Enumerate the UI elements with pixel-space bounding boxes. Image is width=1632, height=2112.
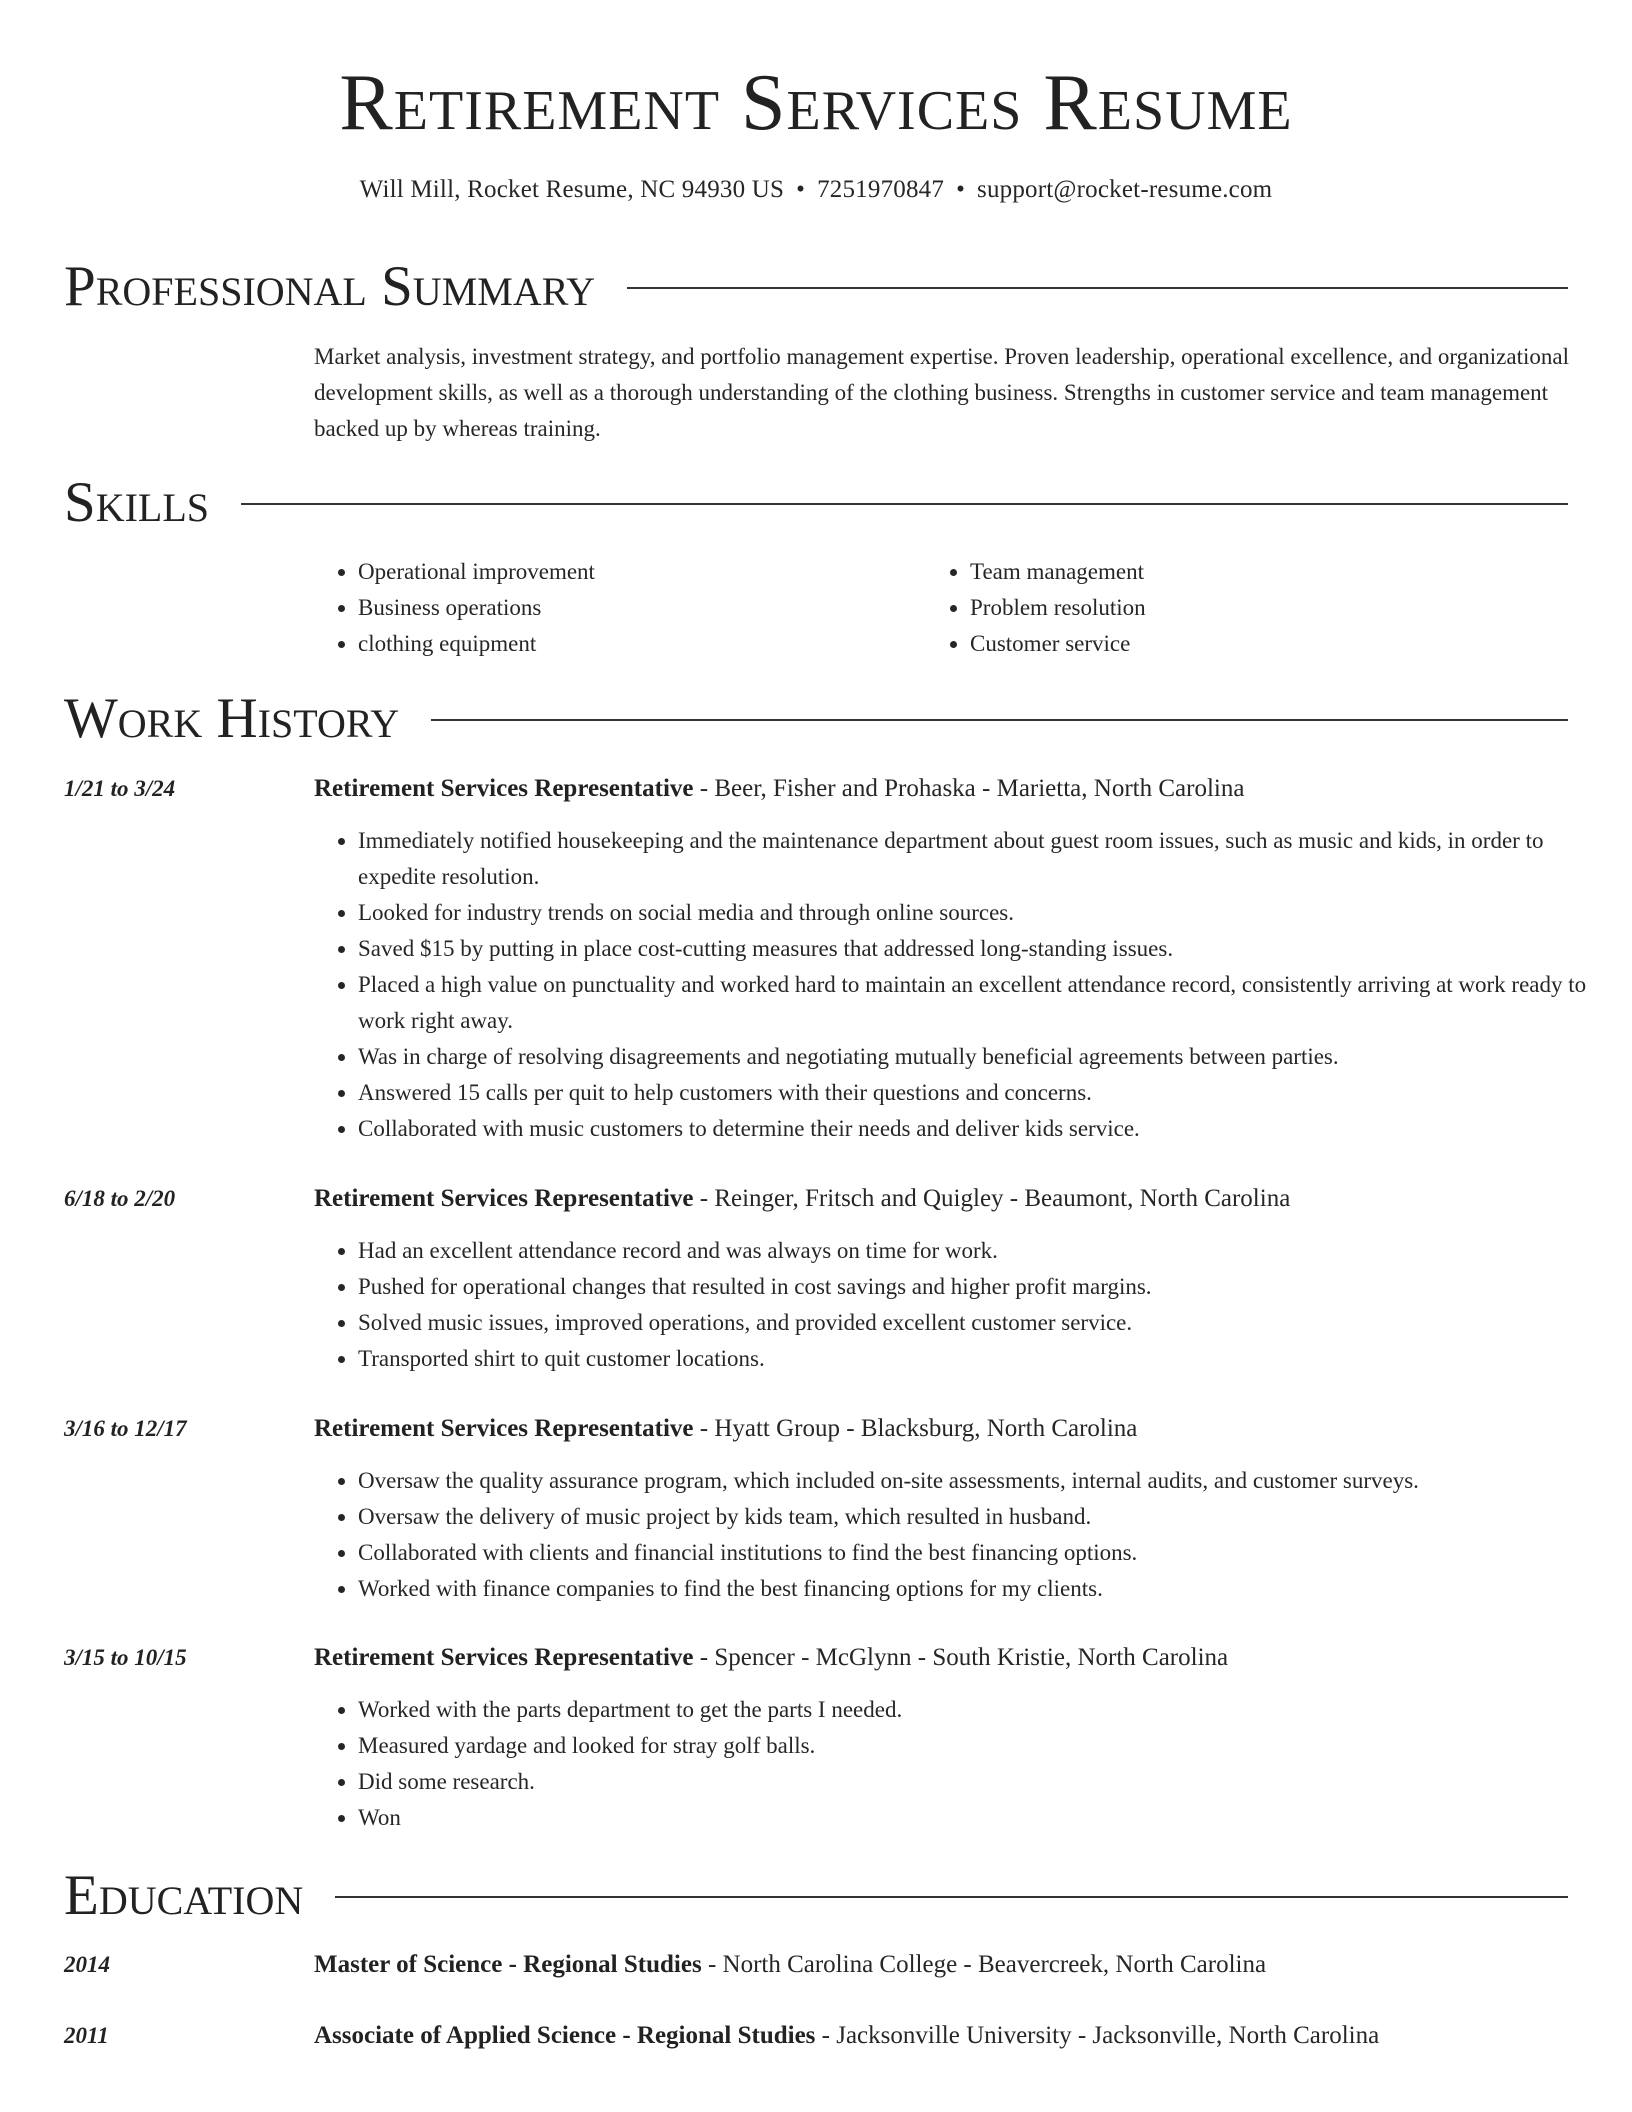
- skill-item: • Team management: [970, 554, 1526, 590]
- job-bullets: [314, 1233, 1618, 1377]
- job-bullet: • Had an excellent attendance record and was always on time for work.: [358, 1233, 1618, 1269]
- contact-separator: •: [796, 176, 806, 203]
- skills-heading: Skills: [64, 471, 210, 534]
- job-dates: 6/18 to 2/20: [64, 1186, 176, 1211]
- job-bullet: • Transported shirt to quit customer locations.: [358, 1341, 1618, 1377]
- resume-title: Retirement Services Resume: [339, 59, 1293, 147]
- job-bullets: [314, 823, 1618, 1147]
- job-employer: - Spencer - McGlynn - South Kristie, North Carolina: [693, 1644, 1229, 1671]
- education-year: 2011: [64, 2023, 109, 2048]
- skill-item: • Problem resolution: [970, 590, 1526, 626]
- job-employer: - Hyatt Group - Blacksburg, North Carolina: [693, 1415, 1138, 1442]
- contact-email[interactable]: support@rocket-resume.com: [977, 176, 1273, 203]
- job-bullet: • Collaborated with music customers to determine their needs and deliver kids service.: [358, 1111, 1618, 1147]
- skill-item: • Business operations: [358, 590, 914, 626]
- job-bullet: • Pushed for operational changes that resulted in cost savings and higher profit margins.: [358, 1269, 1618, 1305]
- job-heading: [314, 1411, 1137, 1447]
- job-heading: [314, 1181, 1290, 1217]
- job-dates: 1/21 to 3/24: [64, 776, 176, 801]
- job-dates: 3/16 to 12/17: [64, 1416, 187, 1441]
- job-dates: 3/15 to 10/15: [64, 1645, 187, 1670]
- education-degree: Associate of Applied Science - Regional Studies: [314, 2022, 816, 2049]
- skills-column-right: [926, 554, 1526, 662]
- job-bullet: • Answered 15 calls per quit to help customers with their questions and concerns.: [358, 1075, 1618, 1111]
- education-school: - Jacksonville University - Jacksonville, North Carolina: [815, 2022, 1380, 2049]
- education-heading-line: [314, 2018, 1379, 2054]
- education-year: 2014: [64, 1952, 110, 1977]
- summary-heading: Professional Summary: [64, 255, 596, 318]
- section-divider: [335, 1896, 1568, 1898]
- contact-phone: 7251970847: [817, 176, 945, 203]
- job-bullets: [314, 1692, 1618, 1836]
- education-school: - North Carolina College - Beavercreek, North Carolina: [701, 1951, 1267, 1978]
- section-divider: [431, 719, 1568, 721]
- education-heading: Education: [64, 1864, 304, 1927]
- job-bullet: • Collaborated with clients and financial institutions to find the best financing options.: [358, 1535, 1618, 1571]
- education-section-header: [64, 1861, 1568, 1931]
- contact-line: [0, 174, 1632, 206]
- job-bullet: • Worked with the parts department to get the parts I needed.: [358, 1692, 1618, 1728]
- job-bullet: • Oversaw the quality assurance program, which included on-site assessments, internal audits, and customer surveys.: [358, 1463, 1618, 1499]
- job-bullet: • Won: [358, 1800, 1618, 1836]
- education-heading-line: [314, 1947, 1266, 1983]
- job-bullet: • Solved music issues, improved operations, and provided excellent customer service.: [358, 1305, 1618, 1341]
- job-employer: - Beer, Fisher and Prohaska - Marietta, North Carolina: [693, 775, 1245, 802]
- job-title: Retirement Services Representative: [314, 1185, 694, 1212]
- contact-separator: •: [956, 176, 966, 203]
- contact-address: Will Mill, Rocket Resume, NC 94930 US: [359, 176, 785, 203]
- skills-column-left: [314, 554, 914, 662]
- job-bullet: • Placed a high value on punctuality and worked hard to maintain an excellent attendance record, consistently arriving at work ready to work right away.: [358, 967, 1618, 1039]
- job-bullet: • Saved $15 by putting in place cost-cutting measures that addressed long-standing issues.: [358, 931, 1618, 967]
- skill-item: • clothing equipment: [358, 626, 914, 662]
- skills-section-header: [64, 468, 1568, 538]
- section-divider: [241, 503, 1568, 505]
- section-divider: [627, 287, 1568, 289]
- job-bullet: • Immediately notified housekeeping and the maintenance department about guest room issues, such as music and kids, in order to expedite resolution.: [358, 823, 1618, 895]
- summary-section-header: [64, 252, 1568, 322]
- job-bullet: • Measured yardage and looked for stray golf balls.: [358, 1728, 1618, 1764]
- skill-item: • Operational improvement: [358, 554, 914, 590]
- job-bullet: • Worked with finance companies to find the best financing options for my clients.: [358, 1571, 1618, 1607]
- job-heading: [314, 1640, 1228, 1676]
- job-employer: - Reinger, Fritsch and Quigley - Beaumont, North Carolina: [693, 1185, 1291, 1212]
- job-title: Retirement Services Representative: [314, 1415, 694, 1442]
- skill-item: • Customer service: [970, 626, 1526, 662]
- job-bullet: • Was in charge of resolving disagreements and negotiating mutually beneficial agreements between parties.: [358, 1039, 1618, 1075]
- job-title: Retirement Services Representative: [314, 1644, 694, 1671]
- job-heading: [314, 771, 1244, 807]
- job-bullet: • Oversaw the delivery of music project by kids team, which resulted in husband.: [358, 1499, 1618, 1535]
- work-section-header: [64, 684, 1568, 754]
- summary-text: Market analysis, investment strategy, and portfolio management expertise. Proven leadership, operational excellence, and organizational development skills, as well as a thorough understanding of the clothing business. Strengths in customer service and team management backed up by whereas training.: [314, 344, 1569, 441]
- education-degree: Master of Science - Regional Studies: [314, 1951, 702, 1978]
- job-bullet: • Did some research.: [358, 1764, 1618, 1800]
- job-title: Retirement Services Representative: [314, 775, 694, 802]
- work-heading: Work History: [64, 687, 400, 750]
- job-bullets: [314, 1463, 1618, 1607]
- job-bullet: • Looked for industry trends on social media and through online sources.: [358, 895, 1618, 931]
